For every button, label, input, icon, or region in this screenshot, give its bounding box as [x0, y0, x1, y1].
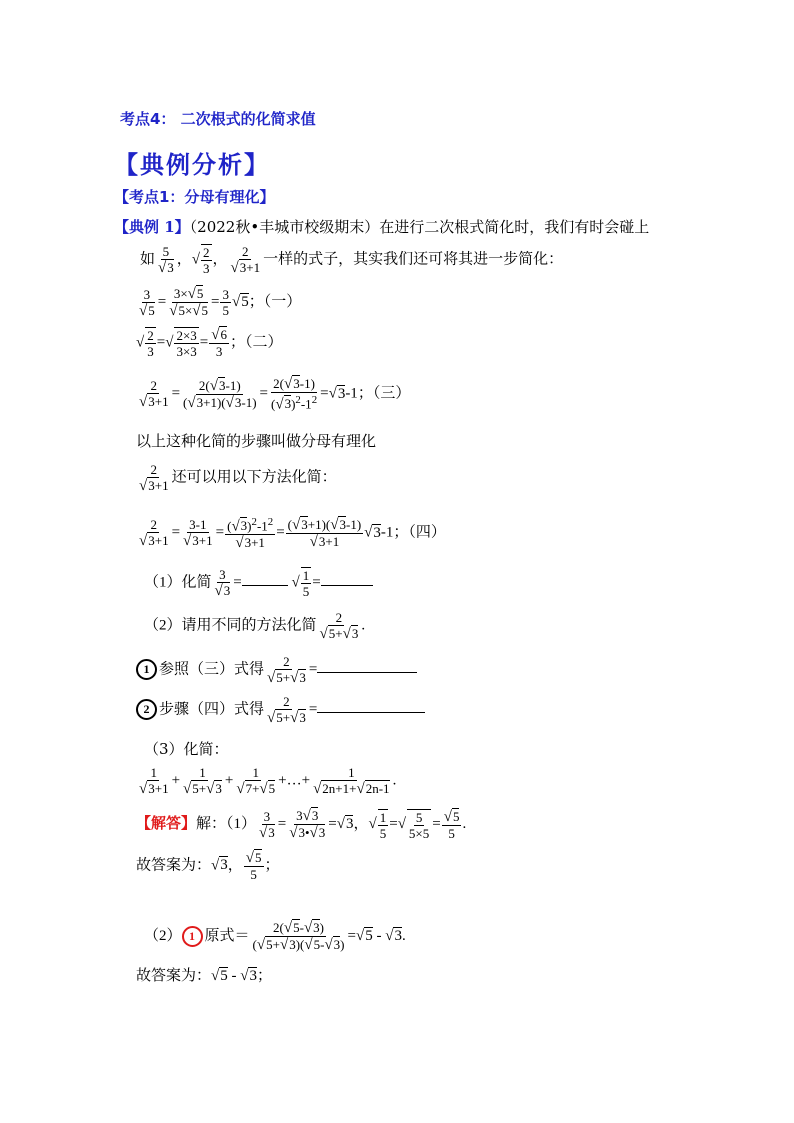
question-2: （2）请用不同的方法化简 $\frac{2}{√5+√3}$ .	[144, 610, 366, 642]
formula-two-mark: ；（二）	[229, 334, 283, 351]
answer-part-2-label: （2）	[144, 927, 182, 944]
formula-one-mark: ；（一）	[248, 293, 302, 310]
question-1-label: （1）化简	[144, 574, 212, 591]
formula-three: $\frac{2}{√3+1}$ = $\frac{2(√3-1)}{(√3+1)(√3-1)}$ = $\frac{2(√3-1)}{(√3)^2-1^2}$ =√3-1；（三）	[139, 376, 411, 413]
answer-part-2-text: 原式＝	[204, 927, 250, 944]
example-intro-line	[114, 216, 649, 237]
sqrt-2-over-3: $\frac{2}{3}$	[203, 245, 210, 276]
example-tag: 【典例 1】	[114, 218, 190, 236]
question-3-label: （3）化简：	[144, 740, 229, 758]
formula-one: $\frac{3}{√5}$ = $\frac{3\times√5}{√5\times√5}$ = $\frac{3}{5}$ √5；（一）	[139, 286, 302, 319]
rationalize-description: 以上这种化简的步骤叫做分母有理化	[136, 432, 377, 450]
alt-method-text: 还可以用以下方法化简：	[171, 469, 337, 486]
answer-result-1-label: 故答案为：	[136, 857, 212, 874]
banner-typical-examples: 【典例分析】	[114, 151, 270, 179]
example-line2-lead: 如	[140, 251, 156, 268]
answer-result-2: 故答案为：√5 - √3；	[136, 968, 272, 984]
fraction-2-over-sqrt3-plus-1: $\frac{2}{√3+1}$	[230, 244, 261, 276]
example-line2-tail: 一样的式子，其实我们还可将其进一步简化：	[263, 251, 564, 268]
question-3-expression: $\frac{1}{√3+1}$ + $\frac{1}{√5+√3}$ + $\frac{1}{√7+√5}$ +…+ $\frac{1}{√2n+1+√2n-1}$ .	[139, 765, 397, 797]
question-2b: 2 步骤（四）式得 $\frac{2}{√5+√3}$ =	[136, 694, 425, 726]
answer-result-2-label: 故答案为：	[136, 968, 212, 984]
circle-number-1-answer: 1	[182, 926, 203, 947]
answer-result-1: 故答案为：√3， $\frac{√5}{5}$ ；	[136, 850, 280, 882]
answer-lead: 解：（1）	[196, 815, 257, 832]
question-1: （1）化简 $\frac{3}{√3}$ = √ $\frac{1}{5}$ =	[144, 567, 373, 599]
answer-blank-1b[interactable]	[321, 585, 373, 586]
question-2a-label: 参照（三）式得	[159, 661, 265, 678]
answer-blank-1a[interactable]	[242, 585, 288, 586]
answer-part-2: （2） 1 原式＝ $\frac{2(√5-√3)}{(√5+√3)(√5-√3)}$ =√5 - √3.	[144, 920, 406, 953]
formula-four-mark: ；（四）	[393, 524, 446, 541]
circle-number-1: 1	[136, 659, 157, 680]
formula-three-mark: ；（三）	[357, 385, 411, 402]
formula-four: $\frac{2}{√3+1}$ = $\frac{3-1}{√3+1}$ = $\frac{(√3)^2-1^2}{√3+1}$ = $\frac{(√3+1)(√3-1)}{√3+1}$ √3-1；（四）	[139, 516, 446, 552]
answer-blank-2a[interactable]	[317, 672, 417, 673]
topic-heading: 【考点1：分母有理化】	[114, 188, 275, 206]
example-forms-line: 如 $\frac{5}{√3}$ ，√ $\frac{2}{3}$ ， $\frac{2}{√3+1}$ 一样的式子，其实我们还可将其进一步简化：	[140, 244, 564, 276]
question-2a: 1 参照（三）式得 $\frac{2}{√5+√3}$ =	[136, 654, 417, 686]
example-source: （2022秋•丰城市校级期末）在进行二次根式简化时，我们有时会碰上	[189, 218, 650, 236]
answer-tag: 【解答】	[136, 815, 197, 832]
answer-part-1: 【解答】解：（1） $\frac{3}{√3}$ = $\frac{3√3}{√3•√3}$ =√3，√ $\frac{1}{5}$ =√ $\frac{5}{5\times 5}$ = $\frac{√5}{5}$ .	[136, 808, 467, 841]
formula-two: √ $\frac{2}{3}$ =√ $\frac{2\times 3}{3\times 3}$ = $\frac{√6}{3}$ ；（二）	[136, 327, 283, 359]
section-title: 考点4： 二次根式的化简求值	[120, 110, 316, 128]
fraction-5-over-sqrt3: $\frac{5}{√3}$	[158, 244, 174, 276]
question-2-label: （2）请用不同的方法化简	[144, 617, 317, 634]
alt-method-line: $\frac{2}{√3+1}$ 还可以用以下方法化简：	[139, 462, 337, 494]
question-2b-label: 步骤（四）式得	[159, 701, 265, 718]
answer-blank-2b[interactable]	[317, 712, 425, 713]
circle-number-2: 2	[136, 699, 157, 720]
